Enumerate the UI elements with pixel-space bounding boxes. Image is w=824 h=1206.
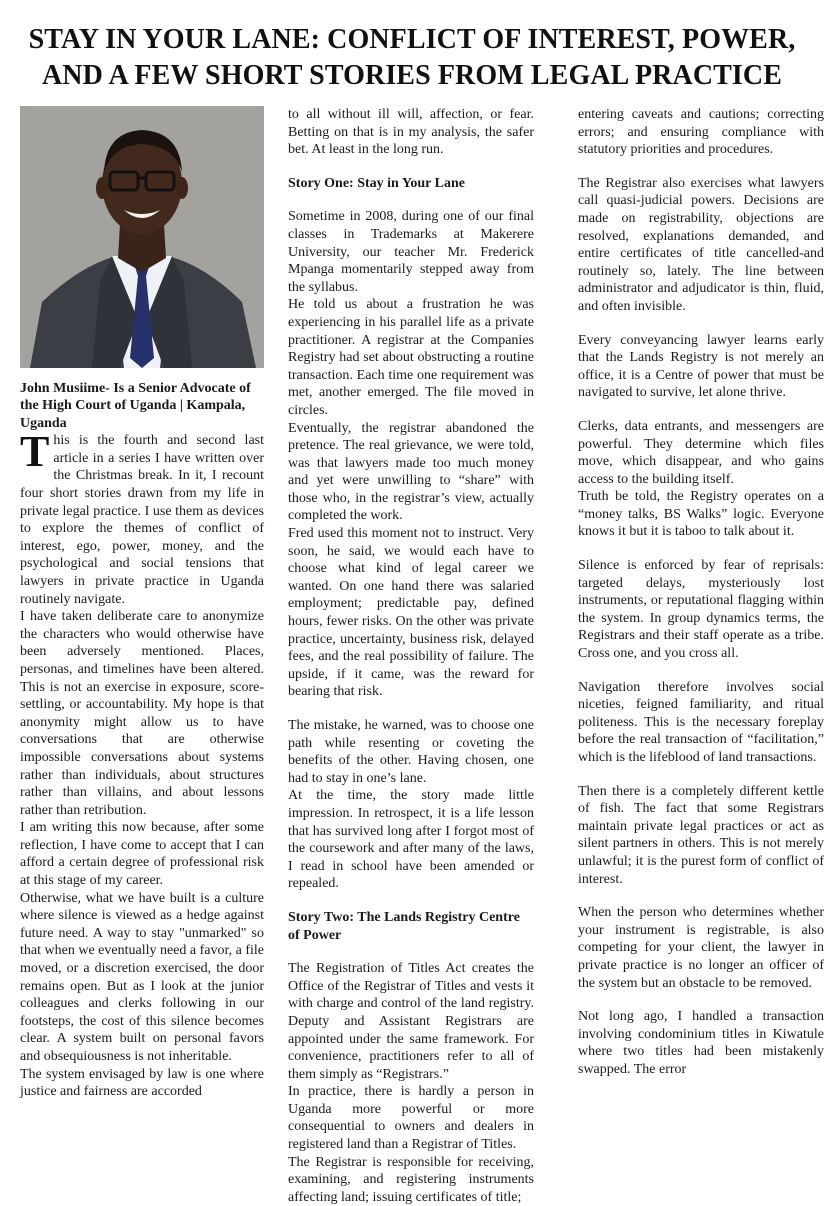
paragraph: Not long ago, I handled a transaction involving condominium titles in Kiwatule where two titles had been mistakenly swapped. The error	[578, 1009, 824, 1077]
paragraph: The mistake, he warned, was to choose one path while resenting or coveting the benefits of the other. Having chosen, one had to stay in one’s lane.	[288, 718, 534, 786]
article-title	[20, 22, 804, 94]
section-heading-story-one: Story One: Stay in Your Lane	[288, 175, 465, 191]
paragraph: The Registration of Titles Act creates the Office of the Registrar of Titles and vests it with charge and control of the land registry. Deputy and Assistant Registrars are appointed under the same framework. For convenience, practitioners refer to all of them simply as “Registrars.”	[288, 961, 534, 1082]
paragraph: The system envisaged by law is one where justice and fairness are accorded	[20, 1066, 264, 1100]
author-caption: John Musiime- Is a Senior Advocate of the High Court of Uganda | Kampala, Uganda	[20, 381, 251, 431]
title-line-2: AND A FEW SHORT STORIES FROM LEGAL PRACTICE	[41, 60, 783, 91]
paragraph: At the time, the story made little impression. In retrospect, it is a life lesson that has survived long after I forgot most of the coursework and after many of the laws, I read in school have been amended or repealed.	[288, 788, 534, 892]
paragraph: to all without ill will, affection, or fear. Betting on that is in my analysis, the safer bet. At least in the long run.	[288, 107, 534, 158]
column-3	[578, 106, 824, 1079]
paragraph: Fred used this moment not to instruct. Very soon, he said, we would each have to choose what kind of legal career we wanted. On one hand there was salaried employment; predictable pay, defined hours, fewer risks. On the other was private practice, uncertainty, business risk, delayed fees, and the real possibility of failure. The upside, if it came, was the reward for bearing that risk.	[288, 526, 534, 700]
section-heading-story-two: Story Two: The Lands Registry Centre of Power	[288, 909, 520, 943]
paragraph: Every conveyancing lawyer learns early that the Lands Registry is not merely an office, it is a Centre of power that must be navigated to survive, let alone thrive.	[578, 332, 824, 401]
author-portrait-icon	[20, 106, 264, 368]
drop-cap: T	[20, 427, 50, 477]
paragraph: The Registrar also exercises what lawyers call quasi-judicial powers. Decisions are made on registrability, objections are resolved, explanations demanded, and entire certificates of title cancelled-and routinely so, lately. The line between administrator and adjudicator is thin, fluid, and often invisible.	[578, 175, 824, 314]
paragraph: I am writing this now because, after some reflection, I have come to accept that I can afford a certain degree of professional risk at this stage of my career.	[20, 820, 264, 889]
paragraph: Navigation therefore involves social niceties, feigned familiarity, and ritual politeness. This is the necessary foreplay before the real transaction of “facilitation,” which is the lifeblood of land transactions.	[578, 679, 824, 765]
paragraph: When the person who determines whether your instrument is registrable, is also competing for your client, the lawyer in private practice is no longer an officer of the system but an obstacle to be removed.	[578, 905, 824, 991]
paragraph: Truth be told, the Registry operates on a “money talks, BS Walks” logic. Everyone knows it but it is taboo to talk about it.	[578, 489, 824, 540]
paragraph: Sometime in 2008, during one of our final classes in Trademarks at Makerere University, our teacher Mr. Frederick Mpanga momentarily stepped away from the syllabus.	[288, 209, 534, 295]
column-2	[288, 106, 534, 1206]
paragraph: Otherwise, what we have built is a culture where silence is viewed as a hedge against future need. A way to stay "unmarked" so that when we eventually need a favor, a file moved, or a discretion exercised, the door remains open. But as I look at the junior colleagues and clerks following in our footsteps, the cost of this silence becomes clear. A system built on personal favors and obsequiousness is not inheritable.	[20, 890, 264, 1064]
column-1	[20, 106, 264, 1101]
intro-paragraph: This is the fourth and second last article in a series I have written over the Christmas break. In it, I recount four short stories drawn from my life in private legal practice. I use them as devices to explore the themes of conflict of interest, ego, power, money, and the psychological and social tensions that lawyers in private practice in Uganda routinely navigate.	[20, 427, 264, 607]
paragraph: Silence is enforced by fear of reprisals: targeted delays, mysteriously lost instruments, or reputational flagging within the system. In group dynamics terms, the Registrars and their staff operate as a tribe. Cross one, and you cross all.	[578, 558, 824, 662]
paragraph: He told us about a frustration he was experiencing in his parallel life as a private practitioner. A registrar at the Companies Registry had set about obstructing a routine transaction. Each time one requirement was met, another emerged. The file moved in circles.	[288, 297, 534, 418]
title-line-1: STAY IN YOUR LANE: CONFLICT OF INTEREST, POWER,	[28, 24, 796, 55]
paragraph: Then there is a completely different kettle of fish. The fact that some Registrars maintain private legal practices or act as silent partners in others. This is not merely unlawful; it is the purest form of conflict of interest.	[578, 783, 824, 887]
paragraph: entering caveats and cautions; correcting errors; and ensuring compliance with statutory priorities and procedures.	[578, 107, 824, 158]
paragraph: I have taken deliberate care to anonymize the characters who would otherwise have been adversely mentioned. Places, personas, and timelines have been altered. This is not an exercise in exposure, score-settling, or accountability. My hope is that anonymity might allow us to have conversations that are otherwise impossible conversations about systems rather than individuals, about structures rather than villains, and about lessons rather than retribution.	[20, 609, 264, 818]
paragraph: Eventually, the registrar abandoned the pretence. The real grievance, we were told, was that lawyers made too much money and yet were unwilling to “share” with those who, in the registrar’s view, actually completed the work.	[288, 420, 534, 524]
paragraph: The Registrar is responsible for receiving, examining, and registering instruments affecting land; issuing certificates of title;	[288, 1154, 534, 1205]
paragraph: Clerks, data entrants, and messengers are powerful. They determine which files move, which disappear, and who gains access to the building itself.	[578, 418, 824, 487]
paragraph: In practice, there is hardly a person in Uganda more powerful or more consequential to owners and dealers in registered land than a Registrar of Titles.	[288, 1084, 534, 1153]
author-photo	[20, 106, 264, 368]
